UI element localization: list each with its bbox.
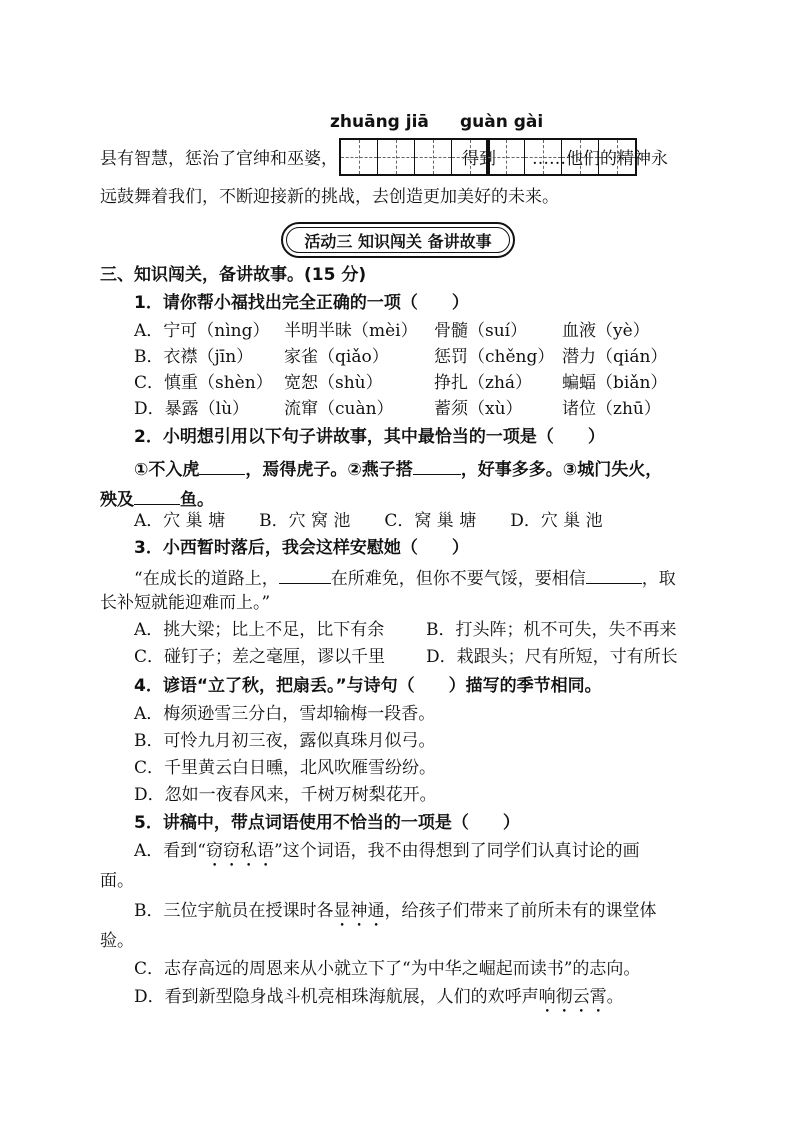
q1-c4: 蝙蝠（biǎn） — [562, 373, 668, 393]
q5-option-a-cont: 面。 — [100, 871, 134, 891]
q3-blank-1[interactable] — [279, 565, 331, 584]
q5-option-a[interactable] — [134, 840, 640, 871]
q3-option-b[interactable]: B．打头阵；机不可失，失不再来 — [426, 620, 677, 640]
q5-stem: 5．讲稿中，带点词语使用不恰当的一项是（ ） — [134, 813, 520, 833]
q5-option-d[interactable] — [134, 986, 624, 1017]
q5-option-c[interactable]: C．志存高远的周恩来从小就立下了“为中华之崛起而读书”的志向。 — [134, 959, 641, 979]
q1-stem: 1．请你帮小福找出完全正确的一项（ ） — [134, 293, 469, 313]
section-title: 三、知识闯关，备讲故事。(15 分) — [100, 265, 367, 285]
q2-s1: ①不入虎 — [134, 460, 200, 480]
q5-d-pre: D．看到新型隐身战斗机亮相珠海航展，人们的欢呼声 — [134, 987, 539, 1007]
q1-d1: D．暴露（lù） — [134, 399, 250, 419]
q1-c1: C．慎重（shèn） — [134, 373, 273, 393]
q1-a2: 半明半昧（mèi） — [284, 321, 418, 341]
q3-quote-line2: 长补短就能迎难而上。” — [100, 593, 271, 613]
q5-option-b-cont: 验。 — [100, 931, 134, 951]
q5-a-word: 窃窃私语 — [205, 841, 274, 861]
q2-options[interactable]: A．穴 巢 塘 B．穴 窝 池 C．窝 巢 塘 D．穴 巢 池 — [134, 511, 603, 531]
q3-option-a[interactable]: A．挑大梁；比上不足，比下有余 — [134, 620, 385, 640]
activity-banner — [281, 222, 515, 258]
q1-b4: 潜力（qián） — [562, 347, 668, 367]
q5-a-pre: A．看到“ — [134, 841, 206, 861]
q3-blank-2[interactable] — [586, 565, 642, 584]
q1-d3: 蓄须（xù） — [434, 399, 523, 419]
q2-blank-3[interactable] — [134, 486, 180, 505]
activity-banner-text: 活动三 知识闯关 备讲故事 — [304, 231, 492, 251]
q5-option-b[interactable] — [134, 900, 657, 931]
q2-s3: ，好事多多。③城门失火， — [460, 460, 663, 480]
q4-option-d[interactable]: D．忽如一夜春风来，千树万树梨花开。 — [134, 785, 437, 805]
q2-s5: 鱼。 — [180, 490, 214, 510]
top-line-2: 远鼓舞着我们，不断迎接新的挑战，去创造更加美好的未来。 — [100, 187, 559, 207]
q2-sentence-line1 — [134, 456, 662, 481]
q1-row-d[interactable] — [134, 398, 661, 420]
q1-a1: A．宁可（nìng） — [134, 321, 270, 341]
q1-b3: 惩罚（chěng） — [434, 347, 555, 367]
q2-s4: 殃及 — [100, 490, 134, 510]
top-line-1c: ……他们的精神永 — [532, 149, 668, 169]
q5-a-post: ”这个词语，我不由得想到了同学们认真讨论的画 — [273, 841, 640, 861]
q2-s2: ，焉得虎子。②燕子搭 — [245, 460, 413, 480]
q1-a3: 骨髓（suí） — [434, 321, 528, 341]
q3-quote2: 在所难免，但你不要气馁，要相信 — [330, 569, 586, 589]
q5-d-post: 。 — [606, 987, 624, 1007]
q1-d4: 诸位（zhū） — [562, 399, 661, 419]
q3-quote3: ，取 — [641, 569, 676, 589]
q5-d-word: 响彻云霄 — [538, 987, 607, 1007]
q1-row-a[interactable] — [134, 320, 650, 342]
q3-quote-line1 — [134, 565, 676, 590]
q1-a4: 血液（yè） — [562, 321, 650, 341]
q1-d2: 流窜（cuàn） — [284, 399, 394, 419]
q1-c3: 挣扎（zhá） — [434, 373, 533, 393]
top-line-1 — [100, 148, 338, 170]
q4-option-b[interactable]: B．可怜九月初三夜，露似真珠月似弓。 — [134, 731, 436, 751]
q2-blank-1[interactable] — [199, 456, 245, 475]
q3-option-d[interactable]: D．栽跟头；尺有所短，寸有所长 — [426, 647, 678, 667]
q4-option-a[interactable]: A．梅须逊雪三分白，雪却输梅一段香。 — [134, 704, 436, 724]
q5-b-word: 显神通 — [333, 901, 385, 921]
q3-stem: 3．小西暂时落后，我会这样安慰她（ ） — [134, 538, 469, 558]
q3-quote1: “在成长的道路上， — [134, 569, 279, 589]
top-line-1a: 县有智慧，惩治了官绅和巫婆， — [100, 149, 338, 169]
q1-row-c[interactable] — [134, 372, 667, 394]
pinyin-zhuangjia: zhuāng jiā — [330, 112, 429, 132]
q2-sentence-line2 — [100, 486, 214, 511]
q5-b-post: ，给孩子们带来了前所未有的课堂体 — [384, 901, 657, 921]
pinyin-guangai: guàn gài — [460, 112, 544, 132]
q1-b1: B．衣襟（jīn） — [134, 347, 254, 367]
q1-b2: 家雀（qiǎo） — [284, 347, 389, 367]
q4-option-c[interactable]: C．千里黄云白日曛，北风吹雁雪纷纷。 — [134, 758, 437, 778]
q1-row-b[interactable] — [134, 346, 667, 368]
q1-c2: 宽恕（shù） — [284, 373, 383, 393]
q5-b-pre: B．三位宇航员在授课时各 — [134, 901, 334, 921]
top-line-1b: 得到 — [462, 149, 496, 169]
q2-blank-2[interactable] — [413, 456, 461, 475]
q2-stem: 2．小明想引用以下句子讲故事，其中最恰当的一项是（ ） — [134, 427, 605, 447]
q4-stem: 4．谚语“立了秋，把扇丢。”与诗句（ ）描写的季节相同。 — [134, 676, 602, 696]
q3-option-c[interactable]: C．碰钉子；差之毫厘，谬以千里 — [134, 647, 386, 667]
